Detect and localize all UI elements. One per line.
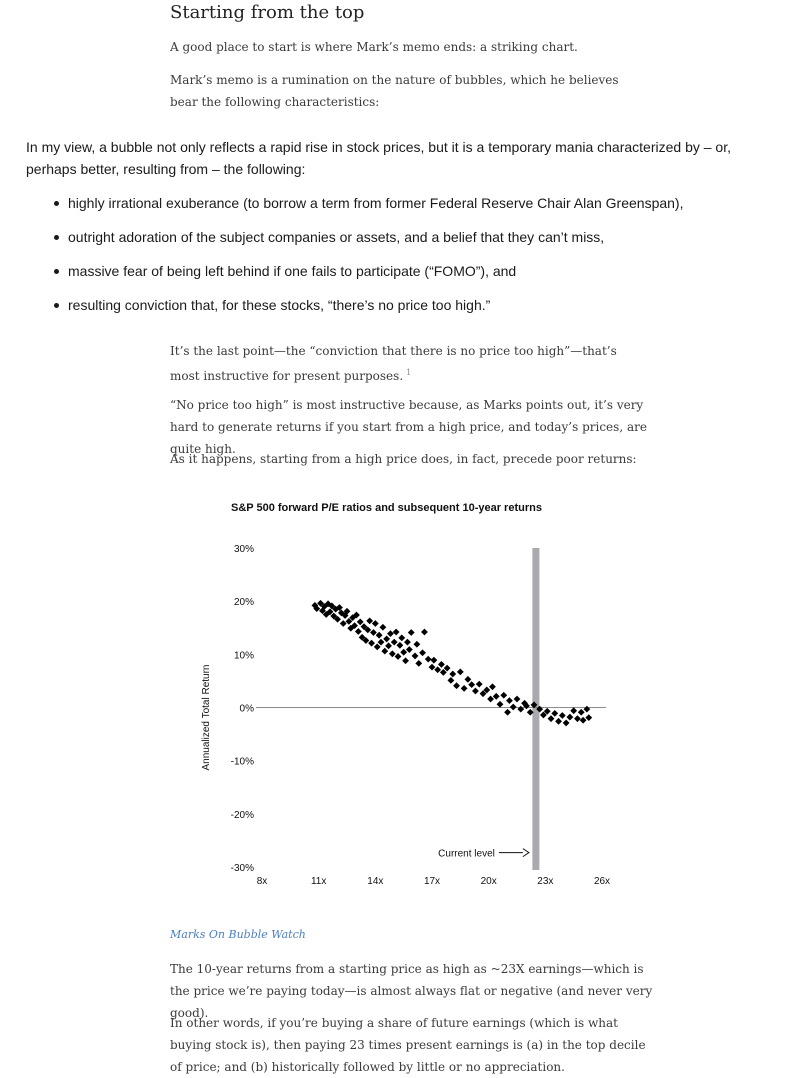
- data-point: [383, 636, 390, 643]
- data-point: [357, 619, 364, 626]
- data-point: [487, 696, 494, 703]
- data-point: [551, 710, 558, 717]
- body-paragraph-4: “No price too high” is most instructive because, as Marks points out, it’s very hard to generate returns if you start from a high price, and today’s prices, are quite high.: [170, 398, 647, 456]
- data-point: [500, 692, 507, 699]
- data-point: [504, 709, 511, 716]
- body-paragraph-5: As it happens, starting from a high price does, in fact, precede poor returns:: [170, 452, 637, 466]
- intro-paragraph-1: A good place to start is where Mark’s memo ends: a striking chart.: [170, 40, 578, 54]
- y-tick-label: -20%: [230, 809, 254, 821]
- data-point: [413, 641, 420, 648]
- chart-caption-link[interactable]: Marks On Bubble Watch: [170, 928, 306, 941]
- data-point: [385, 642, 392, 649]
- data-point: [447, 677, 454, 684]
- body-paragraph-3: [170, 340, 650, 387]
- data-point: [464, 676, 471, 683]
- data-point: [548, 715, 555, 722]
- data-point: [457, 668, 464, 675]
- data-point: [461, 685, 468, 692]
- quote-bullet: massive fear of being left behind if one fails to participate (“FOMO”), and: [26, 260, 782, 282]
- data-point: [583, 706, 590, 713]
- data-point: [366, 617, 373, 624]
- data-point: [402, 657, 409, 664]
- data-point: [493, 693, 500, 700]
- data-point: [453, 682, 460, 689]
- data-point: [421, 629, 428, 636]
- data-point: [429, 664, 436, 671]
- data-point: [396, 642, 403, 649]
- data-point: [563, 720, 570, 727]
- data-point: [566, 714, 573, 721]
- current-level-label: Current level: [438, 848, 495, 860]
- data-point: [430, 657, 437, 664]
- quote-bullet: outright adoration of the subject companies or assets, and a belief that they can’t miss,: [26, 226, 782, 248]
- data-point: [514, 696, 521, 703]
- y-tick-label: -10%: [230, 756, 254, 768]
- body-paragraph-6: The 10-year returns from a starting price as high as ~23X earnings—which is the price we’re paying today—is almost always flat or negative (and never very good).: [170, 962, 653, 1020]
- data-point: [389, 650, 396, 657]
- data-point: [555, 718, 562, 725]
- data-point: [497, 701, 504, 708]
- y-tick-label: 30%: [233, 544, 254, 555]
- data-point: [387, 630, 394, 637]
- data-point: [370, 629, 377, 636]
- data-point: [376, 632, 383, 639]
- data-point: [468, 681, 475, 688]
- data-point: [355, 628, 362, 635]
- data-point: [489, 683, 496, 690]
- current-level-arrowhead-icon: [523, 849, 529, 857]
- x-tick-label: 20x: [480, 876, 497, 887]
- quote-bullet: resulting conviction that, for these stocks, “there’s no price too high.”: [26, 294, 782, 316]
- data-point: [506, 697, 513, 704]
- data-point: [559, 712, 566, 719]
- y-tick-label: 10%: [233, 650, 254, 662]
- data-point: [570, 707, 577, 714]
- paragraph-text: It’s the last point—the “conviction that there is no price too high”—that’s most instructive for present purposes.: [170, 344, 617, 383]
- data-point: [378, 639, 385, 646]
- body-paragraph-7: In other words, if you’re buying a share of future earnings (which is what buying stock is), then paying 23 times present earnings is (a) in the top decile of price; and (b) historically followed by little or no appreciation.: [170, 1016, 646, 1074]
- data-point: [449, 671, 456, 678]
- data-point: [398, 634, 405, 641]
- x-tick-label: 14x: [367, 876, 384, 887]
- data-point: [574, 715, 581, 722]
- quote-bullet: highly irrational exuberance (to borrow a term from former Federal Reserve Chair Alan Greenspan),: [26, 192, 782, 214]
- x-tick-label: 23x: [537, 876, 554, 887]
- data-point: [510, 704, 517, 711]
- data-point: [476, 681, 483, 688]
- x-tick-label: 26x: [593, 876, 611, 887]
- x-tick-label: 8x: [256, 876, 268, 887]
- data-point: [408, 629, 415, 636]
- data-point: [393, 629, 400, 636]
- intro-paragraph-2: Mark’s memo is a rumination on the nature of bubbles, which he believes bear the following characteristics:: [170, 73, 619, 109]
- data-point: [415, 660, 422, 667]
- data-point: [472, 688, 479, 695]
- x-tick-label: 17x: [423, 876, 441, 887]
- section-heading: Starting from the top: [170, 2, 365, 23]
- data-point: [379, 624, 386, 631]
- scatter-chart: [190, 530, 630, 890]
- data-point: [580, 717, 587, 724]
- data-point: [434, 666, 441, 673]
- y-axis-label: Annualized Total Return: [201, 664, 212, 771]
- chart-title: S&P 500 forward P/E ratios and subsequent 10-year returns: [231, 502, 542, 514]
- data-point: [406, 646, 413, 653]
- data-point: [578, 709, 585, 716]
- y-tick-label: -30%: [230, 863, 254, 874]
- y-tick-label: 0%: [239, 703, 254, 715]
- blockquote: [26, 136, 782, 328]
- data-point: [391, 639, 398, 646]
- data-point: [372, 620, 379, 627]
- data-point: [374, 643, 381, 650]
- y-tick-label: 20%: [233, 597, 254, 609]
- data-point: [404, 639, 411, 646]
- quote-lead: In my view, a bubble not only reflects a rapid rise in stock prices, but it is a temporary mania characterized by – or, perhaps better, resulting from – the following:: [26, 139, 731, 177]
- data-point: [395, 653, 402, 660]
- data-point: [368, 640, 375, 647]
- data-point: [419, 649, 426, 656]
- quote-bullet-list: [26, 192, 782, 316]
- x-tick-label: 11x: [310, 876, 327, 887]
- footnote-marker[interactable]: 1: [406, 368, 412, 377]
- data-point: [381, 648, 388, 655]
- data-point: [438, 661, 445, 668]
- data-point: [400, 649, 407, 656]
- data-point: [340, 620, 347, 627]
- data-point: [425, 656, 432, 663]
- data-point: [517, 706, 524, 713]
- data-point: [585, 714, 592, 721]
- data-point: [412, 653, 419, 660]
